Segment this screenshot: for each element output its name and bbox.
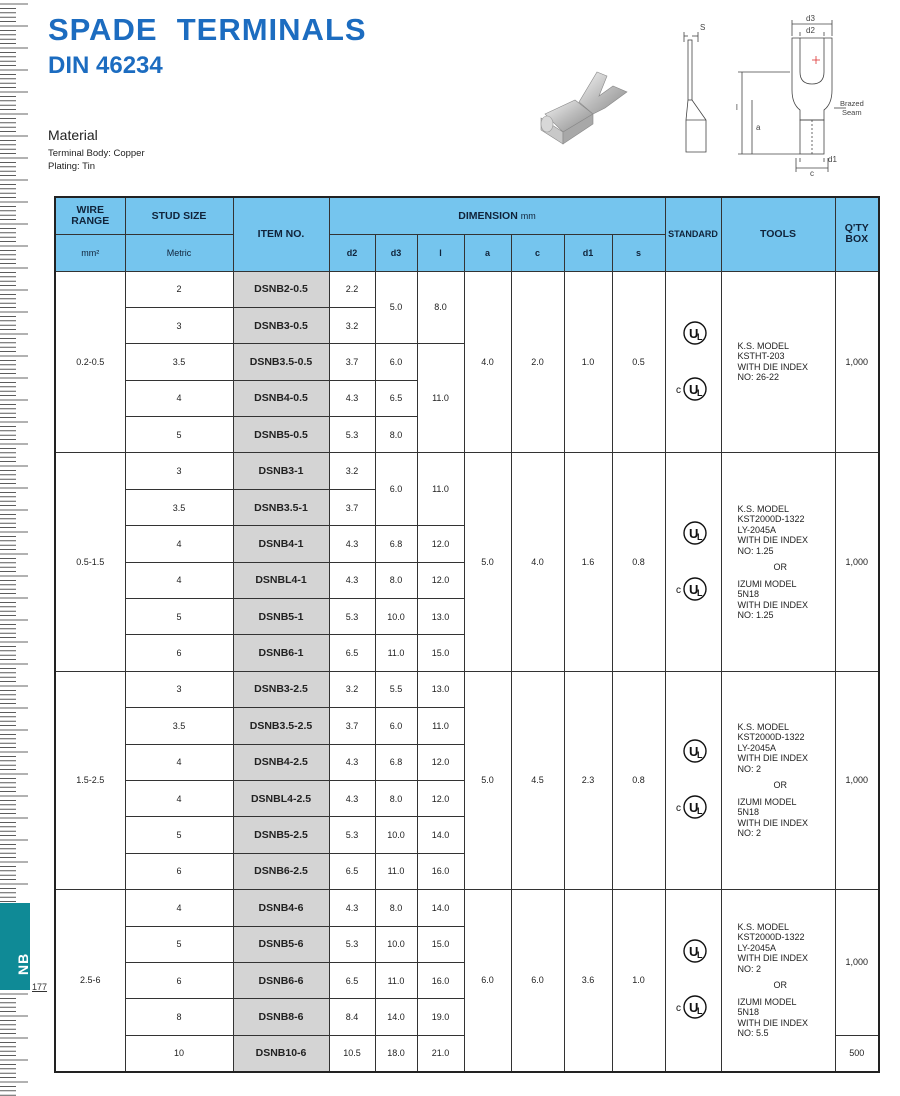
l-cell: 11.0 [417,344,464,453]
drawing-label-d2: d2 [806,26,815,35]
a-cell: 5.0 [464,671,511,889]
svg-text:U: U [689,582,699,598]
d2-cell: 5.3 [329,599,375,635]
tools-line: KST2000D-1322 [737,932,805,943]
header-d2: d2 [329,234,375,271]
svg-text:U: U [689,325,699,341]
stud-size-cell: 3 [125,307,233,343]
stud-size-cell: 3.5 [125,344,233,380]
cul-listed-icon [675,375,711,405]
wire-range-cell: 0.2-0.5 [55,271,125,453]
item-no-cell: DSNBL4-2.5 [233,780,329,816]
tools-cell [721,271,835,453]
tools-line: KSTHT-203 [737,351,785,362]
d3-cell: 10.0 [375,817,417,853]
c-cell: 4.5 [511,671,564,889]
tools-line: 5N18 [737,807,760,818]
page-subtitle: DIN 46234 [48,52,163,79]
d3-cell: 10.0 [375,599,417,635]
section-tab-label [0,903,30,990]
c-cell: 2.0 [511,271,564,453]
header-item-no: ITEM NO. [233,197,329,271]
ul-listed-icon [675,937,711,967]
header-a: a [464,234,511,271]
d3-cell: 8.0 [375,562,417,598]
d2-cell: 10.5 [329,1035,375,1071]
tools-cell [721,453,835,671]
section-tab-text: NB [15,952,31,975]
item-no-cell: DSNB4-1 [233,526,329,562]
l-cell: 16.0 [417,962,464,998]
header-d1: d1 [564,234,612,271]
d2-cell: 8.4 [329,999,375,1035]
tools-line: K.S. MODEL [737,503,790,514]
item-no-cell: DSNB4-0.5 [233,380,329,416]
d2-cell: 4.3 [329,890,375,926]
tools-line: K.S. MODEL [737,340,790,351]
l-cell: 13.0 [417,671,464,707]
stud-size-cell: 4 [125,780,233,816]
standard-marks [666,937,721,1023]
item-no-cell: DSNB6-6 [233,962,329,998]
ul-listed-icon [675,319,711,349]
wire-range-cell: 2.5-6 [55,890,125,1072]
svg-text:L: L [697,331,703,342]
tools-line: K.S. MODEL [737,921,790,932]
d2-cell: 2.2 [329,271,375,307]
l-cell: 8.0 [417,271,464,344]
header-tools: TOOLS [721,197,835,271]
table-row [55,890,879,926]
svg-text:U: U [689,1000,699,1016]
tools-line: 5N18 [737,1007,760,1018]
tools-line: LY-2045A [737,942,777,953]
standard-cell [665,271,721,453]
header-metric: Metric [125,234,233,271]
d2-cell: 3.7 [329,708,375,744]
stud-size-cell: 3 [125,671,233,707]
material-terminal-body: Terminal Body: Copper [48,148,145,159]
tools-cell [721,890,835,1072]
d1-cell: 3.6 [564,890,612,1072]
svg-text:L: L [697,806,703,817]
item-no-cell: DSNB4-6 [233,890,329,926]
d2-cell: 5.3 [329,417,375,453]
header-dimension-unit: mm [520,210,536,221]
stud-size-cell: 4 [125,526,233,562]
l-cell: 12.0 [417,526,464,562]
item-no-cell: DSNBL4-1 [233,562,329,598]
standard-cell [665,453,721,671]
tools-cell [721,671,835,889]
d3-cell: 6.0 [375,453,417,526]
stud-size-cell: 3 [125,453,233,489]
tools-line: IZUMI MODEL [737,996,797,1007]
drawing-label-c: c [810,169,814,178]
d3-cell: 11.0 [375,635,417,671]
l-cell: 11.0 [417,708,464,744]
tools-line: LY-2045A [737,742,777,753]
header-c: c [511,234,564,271]
header-standard: STANDARD [665,197,721,271]
drawing-label-d3: d3 [806,14,815,23]
tools-line: NO: 5.5 [737,1028,769,1039]
spade-terminal-photo [535,62,640,162]
page-title: SPADE TERMINALS [48,12,367,47]
svg-text:U: U [689,800,699,816]
item-no-cell: DSNB3-1 [233,453,329,489]
cul-listed-icon [675,793,711,823]
item-no-cell: DSNB3.5-0.5 [233,344,329,380]
qty-cell: 1,000 [835,671,879,889]
ul-listed-icon [675,737,711,767]
standard-marks [666,319,721,405]
tools-line: IZUMI MODEL [737,578,797,589]
l-cell: 15.0 [417,926,464,962]
header-s: s [612,234,665,271]
stud-size-cell: 5 [125,926,233,962]
stud-size-cell: 5 [125,417,233,453]
tools-line: NO: 1.25 [737,610,774,621]
svg-text:L: L [697,750,703,761]
item-no-cell: DSNB5-2.5 [233,817,329,853]
d3-cell: 8.0 [375,780,417,816]
svg-text:L: L [697,532,703,543]
d3-cell: 6.5 [375,380,417,416]
stud-size-cell: 4 [125,890,233,926]
stud-size-cell: 10 [125,1035,233,1071]
item-no-cell: DSNB5-6 [233,926,329,962]
item-no-cell: DSNB3-2.5 [233,671,329,707]
stud-size-cell: 2 [125,271,233,307]
table-row [55,271,879,307]
c-cell: 4.0 [511,453,564,671]
l-cell: 12.0 [417,780,464,816]
d2-cell: 6.5 [329,962,375,998]
stud-size-cell: 3.5 [125,489,233,525]
d2-cell: 3.2 [329,671,375,707]
stud-size-cell: 4 [125,380,233,416]
item-no-cell: DSNB3.5-1 [233,489,329,525]
d2-cell: 3.2 [329,453,375,489]
tools-line: NO: 1.25 [737,545,774,556]
d2-cell: 4.3 [329,744,375,780]
d3-cell: 8.0 [375,890,417,926]
l-cell: 13.0 [417,599,464,635]
d2-cell: 4.3 [329,562,375,598]
item-no-cell: DSNB6-1 [233,635,329,671]
tools-line: WITH DIE INDEX [737,1017,809,1028]
stud-size-cell: 5 [125,817,233,853]
d3-cell: 6.8 [375,526,417,562]
d3-cell: 18.0 [375,1035,417,1071]
qty-cell: 1,000 [835,453,879,671]
stud-size-cell: 5 [125,599,233,635]
tools-line: WITH DIE INDEX [737,535,809,546]
d3-cell: 5.5 [375,671,417,707]
item-no-cell: DSNB5-1 [233,599,329,635]
header-qty-box: Q'TY BOX [835,197,879,271]
item-no-cell: DSNB5-0.5 [233,417,329,453]
s-cell: 1.0 [612,890,665,1072]
d3-cell: 10.0 [375,926,417,962]
d3-cell: 14.0 [375,999,417,1035]
d1-cell: 1.0 [564,271,612,453]
item-no-cell: DSNB3.5-2.5 [233,708,329,744]
tools-line: IZUMI MODEL [737,796,797,807]
item-no-cell: DSNB3-0.5 [233,307,329,343]
cul-listed-icon [675,575,711,605]
d3-cell: 5.0 [375,271,417,344]
d2-cell: 4.3 [329,780,375,816]
svg-text:U: U [689,744,699,760]
stud-size-cell: 6 [125,853,233,889]
a-cell: 5.0 [464,453,511,671]
d2-cell: 6.5 [329,853,375,889]
l-cell: 16.0 [417,853,464,889]
item-no-cell: DSNB2-0.5 [233,271,329,307]
item-no-cell: DSNB4-2.5 [233,744,329,780]
item-no-cell: DSNB6-2.5 [233,853,329,889]
drawing-label-s: S [700,23,706,32]
tools-line: WITH DIE INDEX [737,753,809,764]
d3-cell: 6.0 [375,708,417,744]
drawing-label-l: l [736,103,738,112]
stud-size-cell: 4 [125,562,233,598]
d1-cell: 2.3 [564,671,612,889]
tools-line: NO: 2 [737,828,762,839]
standard-cell [665,671,721,889]
svg-text:c: c [676,585,682,597]
header-dimension-text: DIMENSION [458,209,518,222]
header-dimension [329,197,665,234]
tools-or: OR [773,980,788,991]
tools-or: OR [773,780,788,791]
svg-text:U: U [689,526,699,542]
tools-line: KST2000D-1322 [737,514,805,525]
d2-cell: 5.3 [329,926,375,962]
drawing-label-seam: Seam [842,108,862,117]
a-cell: 4.0 [464,271,511,453]
cul-listed-icon [675,993,711,1023]
header-d3: d3 [375,234,417,271]
d2-cell: 6.5 [329,635,375,671]
item-no-cell: DSNB8-6 [233,999,329,1035]
header-l: l [417,234,464,271]
standard-marks [666,519,721,605]
qty-cell: 500 [835,1035,879,1071]
tools-line: LY-2045A [737,524,777,535]
stud-size-cell: 3.5 [125,708,233,744]
tools-line: NO: 26-22 [737,372,780,383]
svg-text:L: L [697,950,703,961]
svg-text:L: L [697,588,703,599]
standard-cell [665,890,721,1072]
svg-text:L: L [697,1006,703,1017]
tools-line: WITH DIE INDEX [737,953,809,964]
svg-text:c: c [676,1003,682,1015]
standard-marks [666,737,721,823]
d3-cell: 6.0 [375,344,417,380]
spade-terminal-spec-table [54,196,880,1073]
tools-line: KST2000D-1322 [737,732,805,743]
svg-text:c: c [676,384,682,396]
tools-line: K.S. MODEL [737,721,790,732]
header-stud-size: STUD SIZE [125,197,233,234]
s-cell: 0.8 [612,671,665,889]
svg-text:L: L [697,387,703,398]
wire-range-cell: 0.5-1.5 [55,453,125,671]
d3-cell: 8.0 [375,417,417,453]
tools-line: NO: 2 [737,963,762,974]
header-mm2: mm² [55,234,125,271]
tools-line: WITH DIE INDEX [737,817,809,828]
l-cell: 14.0 [417,890,464,926]
d3-cell: 11.0 [375,962,417,998]
d3-cell: 11.0 [375,853,417,889]
stud-size-cell: 8 [125,999,233,1035]
spade-terminal-drawing [676,12,886,180]
d3-cell: 6.8 [375,744,417,780]
d2-cell: 4.3 [329,380,375,416]
svg-text:c: c [676,803,682,815]
wire-range-cell: 1.5-2.5 [55,671,125,889]
svg-text:U: U [689,944,699,960]
s-cell: 0.8 [612,453,665,671]
tools-line: NO: 2 [737,763,762,774]
d2-cell: 4.3 [329,526,375,562]
stud-size-cell: 4 [125,744,233,780]
drawing-label-a: a [756,123,761,132]
tools-or: OR [773,562,788,573]
material-plating: Plating: Tin [48,161,95,172]
ul-listed-icon [675,519,711,549]
d2-cell: 3.2 [329,307,375,343]
a-cell: 6.0 [464,890,511,1072]
qty-cell: 1,000 [835,271,879,453]
material-heading: Material [48,127,98,143]
tools-line: WITH DIE INDEX [737,599,809,610]
l-cell: 12.0 [417,562,464,598]
l-cell: 12.0 [417,744,464,780]
tools-line: WITH DIE INDEX [737,361,809,372]
s-cell: 0.5 [612,271,665,453]
header-wire-range: WIRE RANGE [55,197,125,234]
c-cell: 6.0 [511,890,564,1072]
stud-size-cell: 6 [125,635,233,671]
table-row [55,671,879,707]
page-number: 177 [32,982,48,992]
l-cell: 21.0 [417,1035,464,1071]
d1-cell: 1.6 [564,453,612,671]
l-cell: 14.0 [417,817,464,853]
qty-cell: 1,000 [835,890,879,1036]
stud-size-cell: 6 [125,962,233,998]
tools-line: 5N18 [737,589,760,600]
l-cell: 19.0 [417,999,464,1035]
item-no-cell: DSNB10-6 [233,1035,329,1071]
d2-cell: 3.7 [329,344,375,380]
svg-text:U: U [689,381,699,397]
l-cell: 11.0 [417,453,464,526]
d2-cell: 3.7 [329,489,375,525]
d2-cell: 5.3 [329,817,375,853]
l-cell: 15.0 [417,635,464,671]
drawing-label-d1: d1 [828,155,837,164]
table-row [55,453,879,489]
drawing-label-brazed: Brazed [840,99,864,108]
